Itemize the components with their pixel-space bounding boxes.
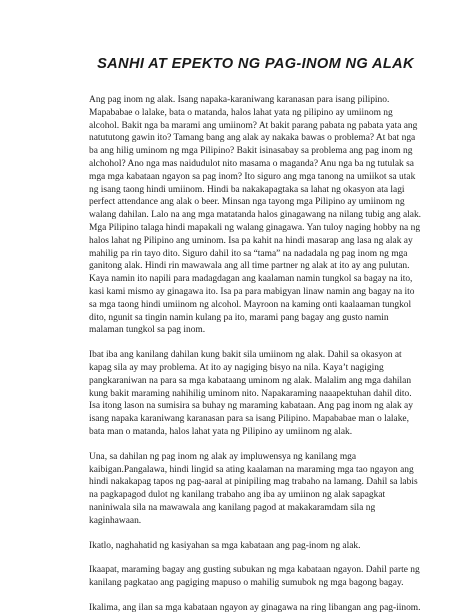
paragraph-reasons: Ibat iba ang kanilang dahilan kung bakit sila umiinom ng alak. Dahil sa okasyon at kapag sila ay may problema. At ito ay nagiging bisyo na nila. Kaya’t nagiging pangkaraniwan na para sa mga kabataang uminom ng alak. Malalim ang mga dahilan kung bakit maraming nahihilig uminom nito. Napakaraming naaapektuhan dahil dito. Isa itong lason na sumisira sa buhay ng maraming kabataan. Ang pag inom ng alak ay isang napaka karaniwang karanasan para sa isang Pilipino. Mapababae man o lalake, bata man o matanda, halos lahat yata ng Pilipino ay umiinom ng alak.: [89, 350, 413, 437]
paragraph-third: Ikatlo, naghahatid ng kasiyahan sa mga kabataan ang pag-inom ng alak.: [89, 540, 361, 551]
paragraph-fourth: Ikaapat, maraming bagay ang gusting subukan ng mga kabataan ngayon. Dahil parte ng kanilang pagkatao ang pagiging mapuso o mahilig sumubok ng mga bagong bagay.: [89, 565, 420, 589]
paragraph-intro: Ang pag inom ng alak. Isang napaka-karaniwang karanasan para isang pilipino. Mapababae o lalake, bata o matanda, halos lahat yata ng pilipino ay umiinom ng alcohol. Bakit nga ba marami ang umiinom? At bakit parang pabata ng pabata yata ang natututong gawin ito? Tamang bang ang alak ay nakaka bawas o problema? At bat nga ba ang hilig uminom ng mga Pilipino? Bakit isinasabay sa problema ang pag inom ng alchohol? Ano nga mas naidudulot nito masama o maganda? Anu nga ba ng tutulak sa mga mga kabataan ngayon sa pag inom? Ito siguro ang mga tanong na umiikot sa utak ng isang taong hindi umiinom. Hindi ba nakakapagtaka sa lahat ng okasyon ata lagi perfect attendance ang alak o beer. Minsan nga tayong mga Pilipino ay umiinom ng walang dahilan. Lalo na ang mga matatanda halos ginagawang na nilang tubig ang alak. Mga Pilipino talaga hindi mapakali ng walang ginagawa. Yan tuloy naging hobby na ng halos lahat ng Pilipino ang uminom. Isa pa kahit na hindi masarap ang lasa ng alak ay mahilig pa rin tayo dito. Siguro dahil ito sa “tama” na nadadala ng pag inom ng mga ganitong alak. Hindi rin mawawala ang all time partner ng alak at ito ay ang pulutan. Kaya namin ito napili para madagdagan ang kaalaman namin tungkol sa bagay na ito, kasi kami mismo ay ginagawa ito. Isa pa para mabigyan linaw namin ang bagay na ito sa mga taong hindi umiinom ng alcohol. Mayroon na kaming onti kaalaaman tungkol dito, ngunit sa tingin namin kulang pa ito, marami pang bagay ang gusto namin malaman tungkol sa pag inom.: [89, 95, 422, 336]
document-title: SANHI AT EPEKTO NG PAG-INOM NG ALAK: [97, 56, 414, 72]
paragraph-first-second: Una, sa dahilan ng pag inom ng alak ay impluwensya ng kanilang mga kaibigan.Pangalawa, hindi lingid sa ating kaalaman na maraming mga tao ngayon ang hindi nakakapag tapos ng pag-aaral at pinipiling mag trabaho na lamang. Dahil sa labis na pagkapagod dulot ng kanilang trabaho ang iba ay umiinon ng alak sapagkat naniniwala sila na mawawala ang kanilang pagod at makakaramdam sila ng kaginhawaan.: [89, 451, 418, 526]
paragraph-fifth: Ikalima, ang ilan sa mga kabataan ngayon ay ginagawa na ring libangan ang pag-iinom.: [89, 602, 421, 613]
